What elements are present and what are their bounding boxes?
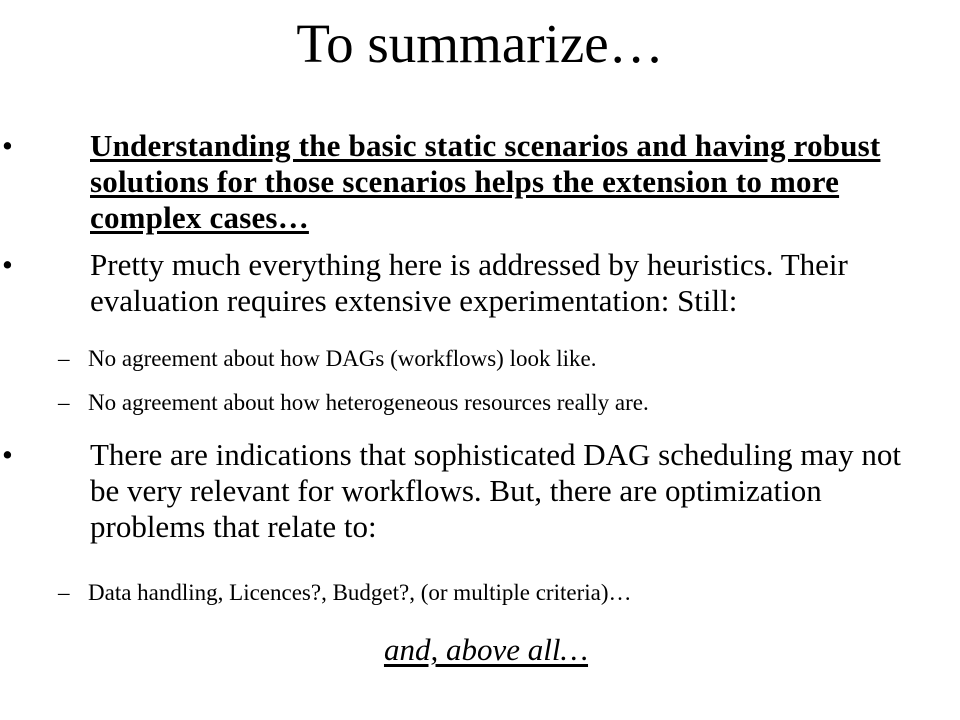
sub-bullet-text: Data handling, Licences?, Budget?, (or multiple criteria)… [88, 580, 632, 605]
sub-bullet-item [0, 389, 888, 417]
bullet-marker: • [2, 437, 13, 472]
sub-bullet-marker: – [58, 580, 70, 605]
sub-bullet-text: No agreement about how DAGs (workflows) look like. [88, 346, 597, 371]
bullet-text: Pretty much everything here is addressed by heuristics. Their evaluation requires extensive experimentation: Still: [90, 247, 848, 318]
slide-title: To summarize… [296, 13, 664, 74]
bullet-marker: • [2, 128, 13, 163]
sub-bullet-item [0, 345, 888, 373]
sub-bullet-item [0, 579, 888, 607]
sub-bullet-marker: – [58, 346, 70, 371]
closing-line [0, 630, 960, 670]
sub-bullet-marker: – [58, 390, 70, 415]
bullet-text: There are indications that sophisticated DAG scheduling may not be very relevant for workflows. But, there are optimization problems that relate to: [90, 437, 901, 544]
bullet-marker: • [2, 247, 13, 282]
bullet-item [2, 247, 920, 319]
bullet-item [2, 128, 920, 236]
bullet-text: Understanding the basic static scenarios and having robust solutions for those scenarios helps the extension to more complex cases… [90, 128, 881, 235]
sub-bullet-text: No agreement about how heterogeneous resources really are. [88, 390, 649, 415]
closing-text: and, above all… [383, 632, 589, 667]
bullet-item [2, 437, 920, 545]
